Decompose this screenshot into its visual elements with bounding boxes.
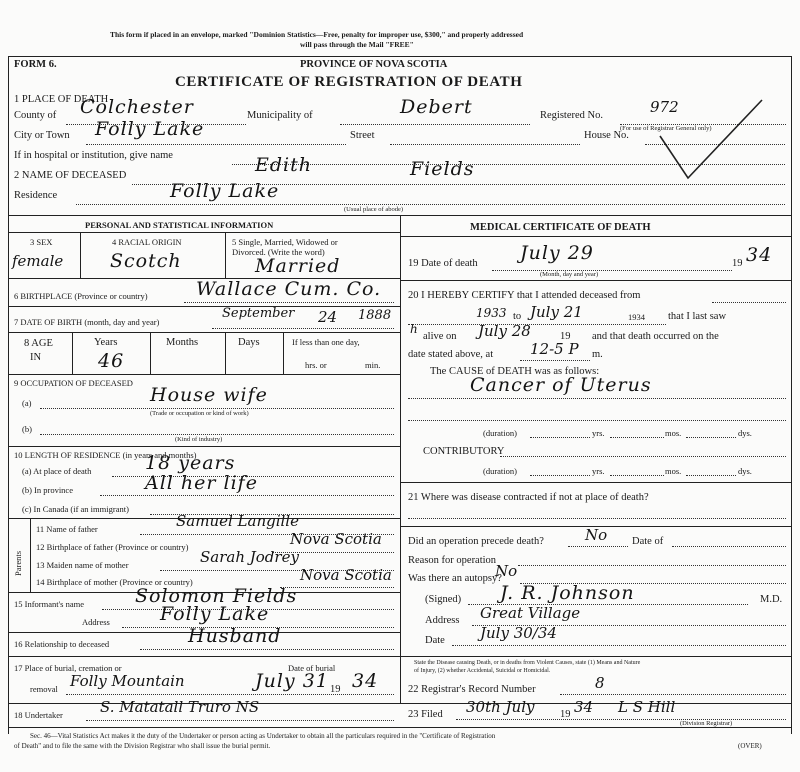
dob-label: 7 DATE OF BIRTH (month, day and year)	[14, 317, 160, 327]
alive-value: July 28	[478, 322, 531, 340]
certificate-title: CERTIFICATE OF REGISTRATION OF DEATH	[175, 74, 523, 90]
burial-date-label: Date of burial	[288, 663, 336, 673]
registered-value: 972	[650, 98, 679, 116]
mother-label: 13 Maiden name of mother	[36, 560, 129, 570]
min-label: min.	[365, 360, 381, 370]
sex-value: female	[12, 252, 64, 270]
deceased-first-name: Edith	[255, 154, 312, 176]
operation-value: No	[585, 526, 608, 544]
burial-year: 34	[352, 670, 379, 692]
father-birthplace-label: 12 Birthplace of father (Province or country)	[36, 542, 189, 552]
record-number-value: 8	[595, 674, 605, 692]
name-section: 2 NAME OF DECEASED	[14, 170, 127, 181]
registrar-signature: L S Hill	[618, 698, 676, 716]
physician-address-value: Great Village	[480, 604, 581, 622]
father-label: 11 Name of father	[36, 524, 98, 534]
alive-prefix: h	[410, 322, 418, 336]
operation-date-label: Date of	[632, 536, 664, 547]
occ-a-note: (Trade or occupation or kind of work)	[150, 410, 249, 417]
place-of-death-section: 1 PLACE OF DEATH	[14, 94, 109, 105]
division-registrar-note: (Division Registrar)	[680, 720, 733, 727]
medical-heading: MEDICAL CERTIFICATE OF DEATH	[470, 222, 651, 233]
burial-label: 17 Place of burial, cremation or	[14, 663, 122, 673]
mother-value: Sarah Jodrey	[200, 548, 299, 566]
marital-value: Married	[255, 255, 341, 277]
race-label: 4 RACIAL ORIGIN	[112, 237, 182, 247]
house-label: House No.	[584, 130, 629, 141]
city-label: City or Town	[14, 130, 70, 141]
relationship-label: 16 Relationship to deceased	[14, 639, 110, 649]
occ-a: (a)	[22, 398, 32, 408]
right-rule	[791, 56, 792, 734]
residence-label: Residence	[14, 190, 58, 201]
marital-label-1: 5 Single, Married, Widowed or	[232, 237, 338, 247]
form-number: FORM 6.	[14, 59, 57, 70]
residence-value: Folly Lake	[170, 180, 280, 202]
duration-label-2: (duration)	[483, 466, 517, 476]
attended-year: 1934	[628, 312, 645, 322]
death-year-value: 34	[746, 244, 773, 266]
death-date-label: 19 Date of death	[408, 258, 478, 269]
informant-label: 15 Informant's name	[14, 599, 84, 609]
marital-label-2: Divorced. (Write the word)	[232, 247, 325, 257]
abode-note: (Usual place of abode)	[344, 206, 404, 213]
residence-section: 10 LENGTH OF RESIDENCE (in years and months)	[14, 450, 197, 460]
res-c-label: (c) In Canada (if an immigrant)	[22, 504, 129, 514]
county-value: Colchester	[80, 96, 194, 118]
dob-day: 24	[318, 308, 338, 326]
sex-label: 3 SEX	[30, 237, 53, 247]
race-value: Scotch	[110, 250, 182, 272]
informant-address-label: Address	[82, 617, 110, 627]
check-mark-icon	[650, 96, 770, 186]
reason-label: Reason for operation	[408, 555, 497, 566]
autopsy-label: Was there an autopsy?	[408, 573, 502, 584]
signed-label: (Signed)	[425, 594, 462, 605]
dob-month: September	[222, 306, 295, 321]
burial-date: July 31	[255, 670, 329, 692]
occ-b-note: (Kind of industry)	[175, 436, 223, 443]
birthplace-value: Wallace Cum. Co.	[196, 278, 382, 300]
less-day-label: If less than one day,	[292, 337, 360, 347]
date-stated-label: date stated above, at	[408, 349, 494, 360]
physician-address-label: Address	[425, 615, 460, 626]
dob-year: 1888	[358, 308, 392, 323]
father-birthplace-value: Nova Scotia	[290, 530, 382, 548]
attended-to: July 21	[530, 303, 583, 321]
alive-label: alive on	[423, 331, 457, 342]
occ-a-value: House wife	[150, 384, 268, 406]
attended-from: 1933	[476, 306, 507, 320]
cause-value: Cancer of Uterus	[470, 374, 652, 396]
cause-label: The CAUSE of DEATH was as follows:	[430, 366, 600, 377]
death-time: 12-5 P	[530, 340, 579, 358]
yrs-label-2: yrs.	[592, 466, 605, 476]
footer-line-1: Sec. 46—Vital Statistics Act makes it the duty of the Undertaker or person acting as Undertaker to obtain all the particulars required in the "Certificate of Registration	[30, 732, 496, 740]
informant-value: Solomon Fields	[135, 585, 298, 607]
months-label: Months	[166, 337, 199, 348]
deceased-last-name: Fields	[410, 158, 475, 180]
occupation-section: 9 OCCUPATION OF DECEASED	[14, 378, 133, 388]
autopsy-value: No	[495, 562, 518, 580]
envelope-notice-1: This form if placed in an envelope, marked "Dominion Statistics—Free, penalty for improper use, $300," and properly addressed	[110, 30, 524, 39]
physician-signature: J. R. Johnson	[500, 582, 635, 604]
dys-label-2: dys.	[738, 466, 752, 476]
contracted-label: 21 Where was disease contracted if not at place of death?	[408, 492, 649, 503]
filed-date: 30th July	[466, 698, 535, 716]
alive-year-label: 19	[560, 331, 571, 342]
municipality-value: Debert	[400, 96, 473, 118]
burial-year-prefix: 19	[330, 684, 341, 695]
province-label: PROVINCE OF NOVA SCOTIA	[300, 59, 448, 70]
envelope-notice-2: will pass through the Mail "FREE"	[300, 40, 414, 49]
undertaker-value: S. Matatall Truro NS	[100, 698, 260, 716]
physician-date-label: Date	[425, 635, 445, 646]
years-label: Years	[94, 337, 118, 348]
death-date-value: July 29	[520, 242, 594, 264]
father-value: Samuel Langille	[176, 512, 299, 530]
footer-line-2: of Death" and to file the same with the Division Registrar who shall issue the burial permit.	[14, 742, 271, 750]
filed-year-prefix: 19	[560, 709, 571, 720]
duration-label-1: (duration)	[483, 428, 517, 438]
informant-address-value: Folly Lake	[160, 603, 270, 625]
res-a-label: (a) At place of death	[22, 466, 92, 476]
county-label: County of	[14, 110, 57, 121]
certify-line: 20 I HEREBY CERTIFY that I attended deceased from	[408, 290, 641, 301]
res-a-value: 18 years	[145, 452, 236, 474]
footer-over: (OVER)	[738, 742, 762, 750]
days-label: Days	[238, 337, 260, 348]
record-number-label: 22 Registrar's Record Number	[408, 684, 536, 695]
city-value: Folly Lake	[95, 118, 205, 140]
md-label: M.D.	[760, 594, 783, 605]
medical-note-2: of Injury, (2) whether Accidental, Suicidal or Homicidal.	[414, 668, 551, 674]
years-value: 46	[98, 350, 125, 372]
mos-label-1: mos.	[665, 428, 682, 438]
death-year-prefix: 19	[732, 258, 743, 269]
res-b-value: All her life	[145, 472, 258, 494]
age-in: IN	[30, 352, 42, 363]
dys-label-1: dys.	[738, 428, 752, 438]
burial-place: Folly Mountain	[70, 672, 185, 690]
street-label: Street	[350, 130, 375, 141]
filed-year: 34	[574, 698, 594, 716]
hospital-label: If in hospital or institution, give name	[14, 150, 173, 161]
personal-heading: PERSONAL AND STATISTICAL INFORMATION	[85, 220, 274, 230]
filed-label: 23 Filed	[408, 709, 443, 720]
yrs-label-1: yrs.	[592, 428, 605, 438]
occ-b: (b)	[22, 424, 32, 434]
municipality-label: Municipality of	[247, 110, 313, 121]
relationship-value: Husband	[188, 625, 282, 647]
mother-birthplace-value: Nova Scotia	[300, 566, 392, 584]
mos-label-2: mos.	[665, 466, 682, 476]
column-divider	[400, 215, 401, 703]
death-occurred-label: and that death occurred on the	[592, 331, 719, 342]
death-date-note: (Month, day and year)	[540, 271, 599, 278]
contributory-label: CONTRIBUTORY	[423, 446, 505, 457]
operation-label: Did an operation precede death?	[408, 536, 544, 547]
top-rule	[8, 56, 792, 57]
medical-note-1: State the Disease causing Death, or in deaths from Violent Causes, state (1) Means and Nature	[414, 660, 641, 666]
registered-label: Registered No.	[540, 110, 603, 121]
res-b-label: (b) In province	[22, 485, 73, 495]
to-label: to	[513, 311, 522, 322]
death-time-suffix: m.	[592, 349, 603, 360]
hrs-label: hrs. or	[305, 360, 327, 370]
birthplace-label: 6 BIRTHPLACE (Province or country)	[14, 291, 148, 301]
undertaker-label: 18 Undertaker	[14, 710, 63, 720]
removal-label: removal	[30, 684, 58, 694]
mother-birthplace-label: 14 Birthplace of mother (Province or country)	[36, 577, 193, 587]
last-saw-label: that I last saw	[668, 311, 727, 322]
physician-date-value: July 30/34	[480, 624, 557, 642]
registrar-note: (For use of Registrar General only)	[620, 125, 712, 132]
age-label: 8 AGE	[24, 338, 53, 349]
parents-vertical-label: Parents	[13, 550, 23, 576]
